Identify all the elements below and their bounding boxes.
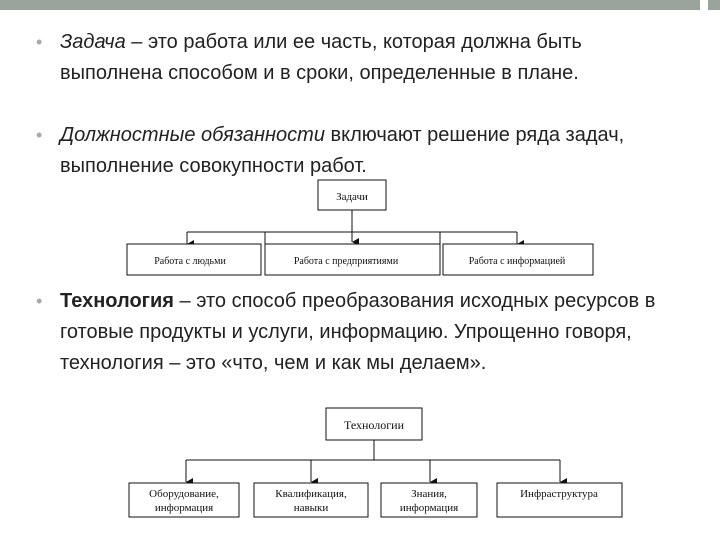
tech-child-label: информация: [154, 502, 214, 514]
tech-child-label: навыки: [293, 502, 329, 514]
tech-child-label: Квалификация,: [275, 488, 347, 500]
tech-child-label: Оборудование,: [149, 488, 219, 500]
term-technology: Технология: [60, 290, 174, 312]
tasks-child-label: Работа с предприятиями: [293, 256, 399, 267]
tech-child-label: информация: [399, 502, 459, 514]
term-duties: Должностные обязанности: [60, 124, 325, 146]
tasks-child-label: Работа с информацией: [468, 256, 566, 267]
bullet-dot: •: [36, 32, 43, 52]
bullet-dot: •: [36, 291, 43, 311]
tech-child-label: Знания,: [411, 488, 447, 500]
tech-child-label: Инфраструктура: [520, 488, 598, 500]
definition-duties: включают решение ряда задач, выполнение совокупности работ.: [60, 124, 625, 177]
tech-root-label: Технологии: [343, 418, 405, 432]
tasks-root-label: Задачи: [336, 191, 368, 203]
term-task: Задача: [60, 31, 126, 53]
bullet-dot: •: [36, 125, 43, 145]
definition-task: – это работа или ее часть, которая должна быть выполнена способом и в сроки, определенные в плане.: [60, 31, 582, 84]
definition-technology: – это способ преобразования исходных ресурсов в готовые продукты и услуги, информацию. Упрощенно говоря, технология – это «что, чем и как мы делаем».: [60, 290, 656, 374]
bullet-technology: [36, 286, 676, 379]
tasks-child-label: Работа с людьми: [154, 256, 226, 267]
